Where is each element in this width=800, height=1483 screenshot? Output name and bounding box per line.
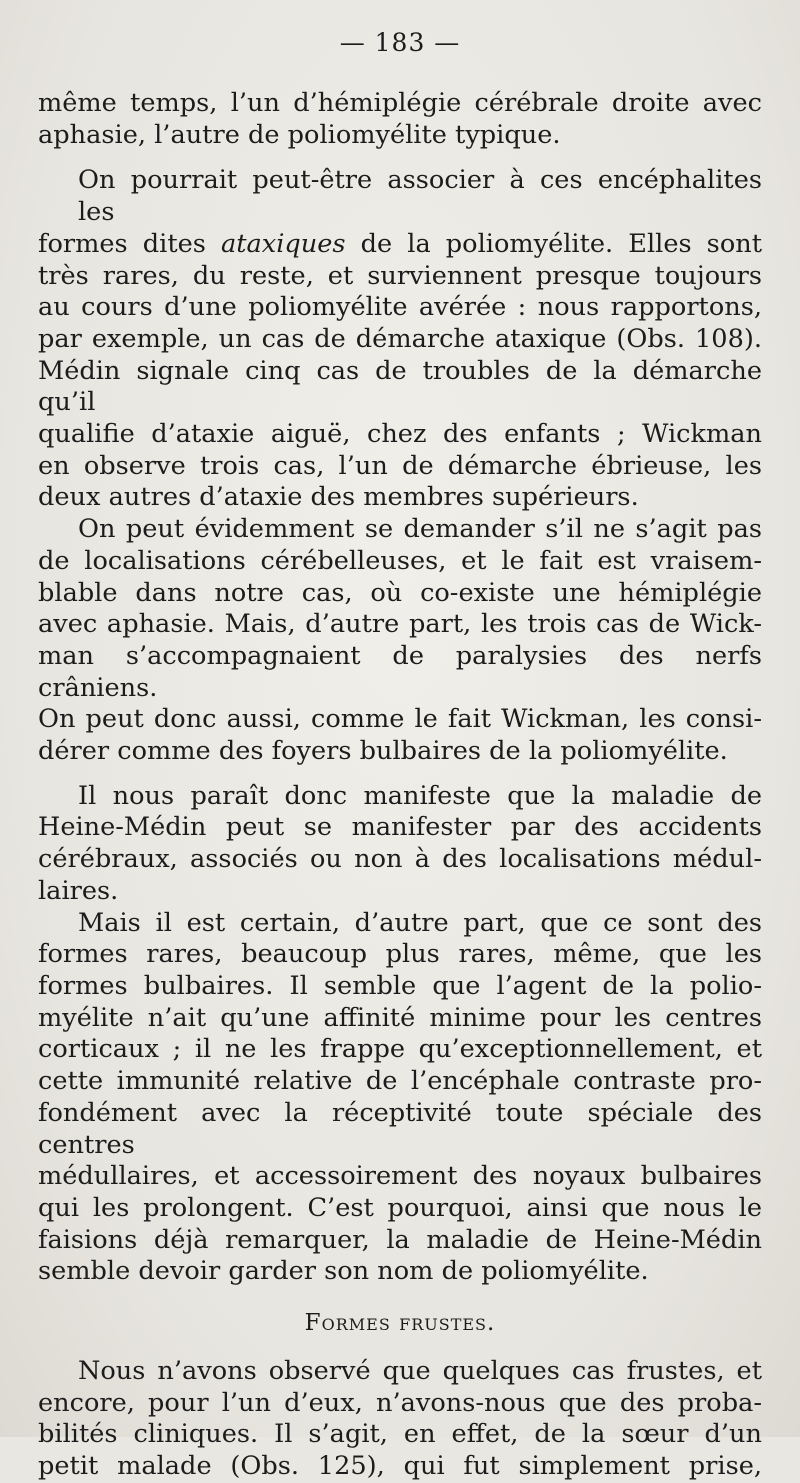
body-text [38,88,762,1483]
italic-term: ataxiques [220,228,346,259]
text-line: cérébraux, associés ou non à des localisations médul- [38,844,762,875]
text-line: Heine-Médin peut se manifester par des accidents [38,812,762,843]
text-line: médullaires, et accessoirement des noyaux bulbaires [38,1161,762,1192]
text-line: Médin signale cinq cas de troubles de la démarche qu’il [38,355,762,418]
text-line: aphasie, l’autre de poliomyélite typique. [38,119,561,150]
text-line: encore, pour l’un d’eux, n’avons-nous que des proba- [38,1387,762,1418]
paragraph-6 [38,1356,762,1483]
text-line: fondément avec la réceptivité toute spéciale des centres [38,1097,762,1160]
text-fragment: de la poliomyélite. Elles sont [345,228,762,259]
text-line: man s’accompagnaient de paralysies des nerfs crâniens. [38,640,762,703]
paragraph-2 [38,165,762,514]
text-line: Nous n’avons observé que quelques cas frustes, et [78,1356,762,1387]
paragraph-4 [38,781,762,908]
text-line: On pourrait peut-être associer à ces encéphalites les [78,165,762,228]
text-line: myélite n’ait qu’une affinité minime pour les centres [38,1002,762,1033]
text-line: On peut donc aussi, comme le fait Wickman, les consi- [38,704,762,735]
text-line: très rares, du reste, et surviennent presque toujours [38,260,762,291]
text-line: dérer comme des foyers bulbaires de la poliomyélite. [38,736,728,767]
text-line: deux autres d’ataxie des membres supérieurs. [38,482,639,513]
text-line: avec aphasie. Mais, d’autre part, les trois cas de Wick- [38,609,762,640]
text-line: blable dans notre cas, où co-existe une hémiplégie [38,577,762,608]
text-line: faisions déjà remarquer, la maladie de Heine-Médin [38,1224,762,1255]
text-line: corticaux ; il ne les frappe qu’exceptionnellement, et [38,1034,762,1065]
text-line: Mais il est certain, d’autre part, que ce sont des [78,907,762,938]
text-line: de localisations cérébelleuses, et le fait est vraisem- [38,545,762,576]
paragraph-3 [38,514,762,768]
text-line: au cours d’une poliomyélite avérée : nous rapportons, [38,292,762,323]
text-line: qualifie d’ataxie aiguë, chez des enfants ; Wickman [38,419,762,450]
text-line: formes bulbaires. Il semble que l’agent de la polio- [38,970,762,1001]
section-heading: Formes frustes. [304,1310,496,1337]
text-line: en observe trois cas, l’un de démarche ébrieuse, les [38,450,762,481]
text-line: Il nous paraît donc manifeste que la maladie de [78,780,762,811]
page-number: — 183 — [339,28,461,57]
paragraph-1 [38,88,762,151]
text-line: petit malade (Obs. 125), qui fut simplement prise, [38,1451,762,1482]
text-line: formes rares, beaucoup plus rares, même, que les [38,939,762,970]
text-line: par exemple, un cas de démarche ataxique (Obs. 108). [38,323,762,354]
text-line: bilités cliniques. Il s’agit, en effet, de la sœur d’un [38,1419,762,1450]
text-line: qui les prolongent. C’est pourquoi, ainsi que nous le [38,1192,762,1223]
text-line: semble devoir garder son nom de poliomyélite. [38,1256,649,1287]
text-line: cette immunité relative de l’encéphale contraste pro- [38,1066,762,1097]
text-line: même temps, l’un d’hémiplégie cérébrale droite avec [38,88,762,118]
text-line: laires. [38,875,119,906]
text-line: On peut évidemment se demander s’il ne s’agit pas [78,514,762,545]
text-line [38,229,762,261]
text-fragment: formes dites [38,228,221,259]
paragraph-5 [38,908,762,1288]
